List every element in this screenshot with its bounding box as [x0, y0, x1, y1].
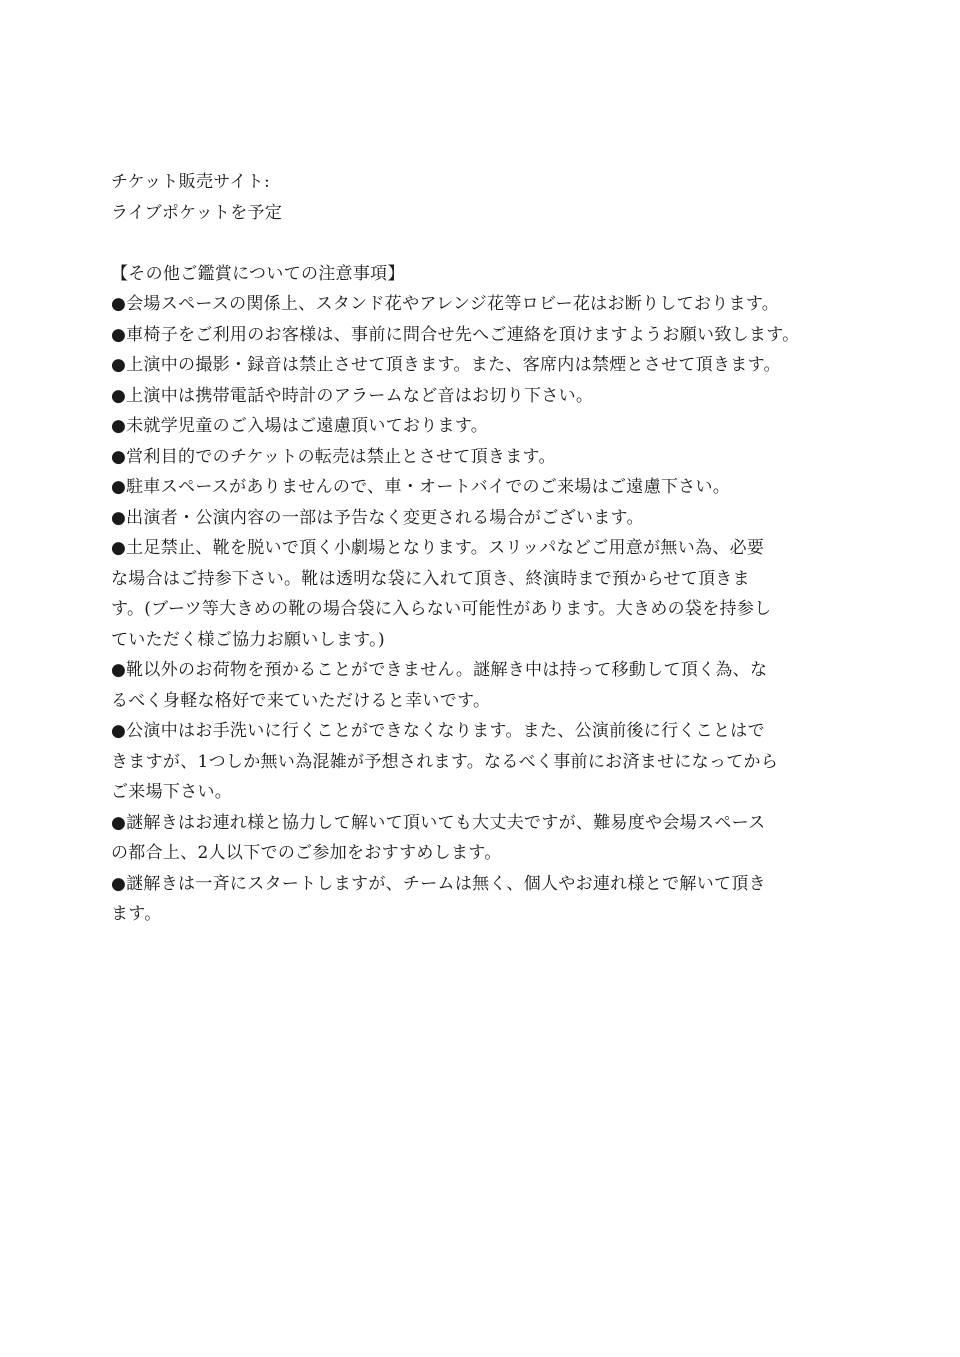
notice-line: ご来場下さい。: [111, 782, 233, 802]
notice-line: ●謎解きは一斉にスタートしますが、チームは無く、個人やお連れ様とで解いて頂き: [111, 873, 766, 894]
notice-line: るべく身軽な格好で来ていただけると幸いです。: [111, 690, 491, 711]
notice-line: す。(ブーツ等大きめの靴の場合袋に入らない可能性があります。大きめの袋を持参し: [111, 599, 772, 619]
notice-item: [111, 289, 851, 320]
notice-line: ●会場スペースの関係上、スタンド花やアレンジ花等ロビー花はお断りしております。: [111, 294, 780, 314]
notice-item: [111, 869, 851, 930]
notice-line: ●謎解きはお連れ様と協力して解いて頂いても大丈夫ですが、難易度や会場スペース: [111, 812, 766, 833]
notice-item: [111, 411, 851, 442]
notice-line: ●上演中の撮影・録音は禁止させて頂きます。また、客席内は禁煙とさせて頂きます。: [111, 355, 781, 375]
notice-line: ●営利目的でのチケットの転売は禁止とさせて頂きます。: [111, 446, 556, 467]
notice-item: [111, 350, 851, 381]
notice-line: ●駐車スペースがありませんので、車・オートバイでのご来場はご遠慮下さい。: [111, 477, 731, 497]
notice-line: ます。: [111, 904, 162, 924]
notice-line: ●車椅子をご利用のお客様は、事前に問合せ先へご連絡を頂けますようお願い致します。: [111, 324, 800, 345]
document-body: [111, 167, 851, 930]
ticket-site-name: ライブポケットを予定: [111, 202, 283, 223]
notice-item: [111, 503, 851, 534]
notice-item: [111, 381, 851, 412]
ticket-site-label: チケット販売サイト:: [111, 172, 271, 192]
paragraph-spacer: [111, 228, 851, 259]
notice-line: の都合上、2人以下でのご参加をおすすめします。: [111, 843, 502, 863]
notice-line: ●公演中はお手洗いに行くことができなくなります。また、公演前後に行くことはで: [111, 721, 765, 741]
notice-line: ていただく様ご協力お願いします。): [111, 629, 385, 650]
notice-item: [111, 442, 851, 473]
notice-item: [111, 472, 851, 503]
notice-item: [111, 533, 851, 655]
notices-heading: 【その他ご鑑賞についての注意事項】: [111, 263, 405, 284]
notice-line: ●上演中は携帯電話や時計のアラームなど音はお切り下さい。: [111, 385, 594, 406]
notice-list: [111, 289, 851, 930]
notice-item: [111, 716, 851, 808]
notice-item: [111, 320, 851, 351]
notice-line: ●靴以外のお荷物を預かることができません。謎解き中は持って移動して頂く為、な: [111, 660, 768, 680]
notice-line: きますが、1つしか無い為混雑が予想されます。なるべく事前にお済ませになってから: [111, 751, 779, 772]
notice-item: [111, 655, 851, 716]
notice-line: ●出演者・公演内容の一部は予告なく変更される場合がございます。: [111, 507, 644, 528]
notice-line: ●未就学児童のご入場はご遠慮頂いております。: [111, 416, 489, 436]
notice-item: [111, 808, 851, 869]
notice-line: な場合はご持参下さい。靴は透明な袋に入れて頂き、終演時まで預からせて頂きま: [111, 568, 750, 589]
notice-line: ●土足禁止、靴を脱いで頂く小劇場となります。スリッパなどご用意が無い為、必要: [111, 538, 765, 558]
